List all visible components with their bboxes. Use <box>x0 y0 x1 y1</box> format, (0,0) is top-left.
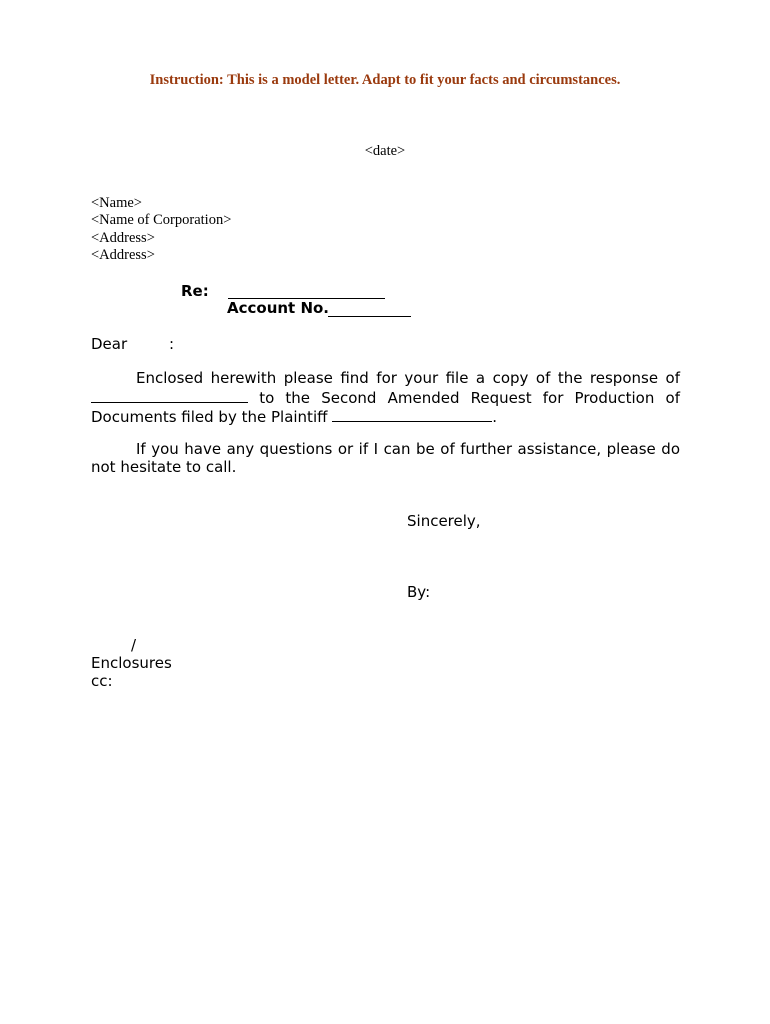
closing-sincerely: Sincerely, <box>407 512 481 530</box>
recipient-address-1: <Address> <box>91 230 155 246</box>
body-paragraph-2: If you have any questions or if I can be of further assistance, please do not hesitate to call. <box>91 440 680 476</box>
initials-slash: / <box>131 636 137 654</box>
salutation-dear: Dear <box>91 335 128 353</box>
respondent-blank <box>91 388 248 403</box>
body-paragraph-1 <box>91 370 680 427</box>
account-label: Account No. <box>227 299 330 317</box>
plaintiff-blank <box>332 407 492 422</box>
re-blank <box>228 282 385 299</box>
recipient-name: <Name> <box>91 195 142 211</box>
account-blank <box>328 300 411 317</box>
recipient-address-2: <Address> <box>91 247 155 263</box>
instruction-note: Instruction: This is a model letter. Adapt to fit your facts and circumstances. <box>149 72 621 88</box>
body-p1-end: . <box>492 408 498 426</box>
body-p1-part1: Enclosed herewith please find for your file a copy of the response of <box>136 369 680 387</box>
body-p1-part2: to the Second Amended Request for Production of Documents filed by the Plaintiff <box>91 388 680 426</box>
date-placeholder: <date> <box>364 143 406 159</box>
closing-by: By: <box>407 583 431 601</box>
re-label: Re: <box>181 282 209 300</box>
cc-label: cc: <box>91 672 113 690</box>
enclosures-label: Enclosures <box>91 654 172 672</box>
salutation-colon: : <box>169 335 175 353</box>
recipient-corporation: <Name of Corporation> <box>91 212 232 228</box>
